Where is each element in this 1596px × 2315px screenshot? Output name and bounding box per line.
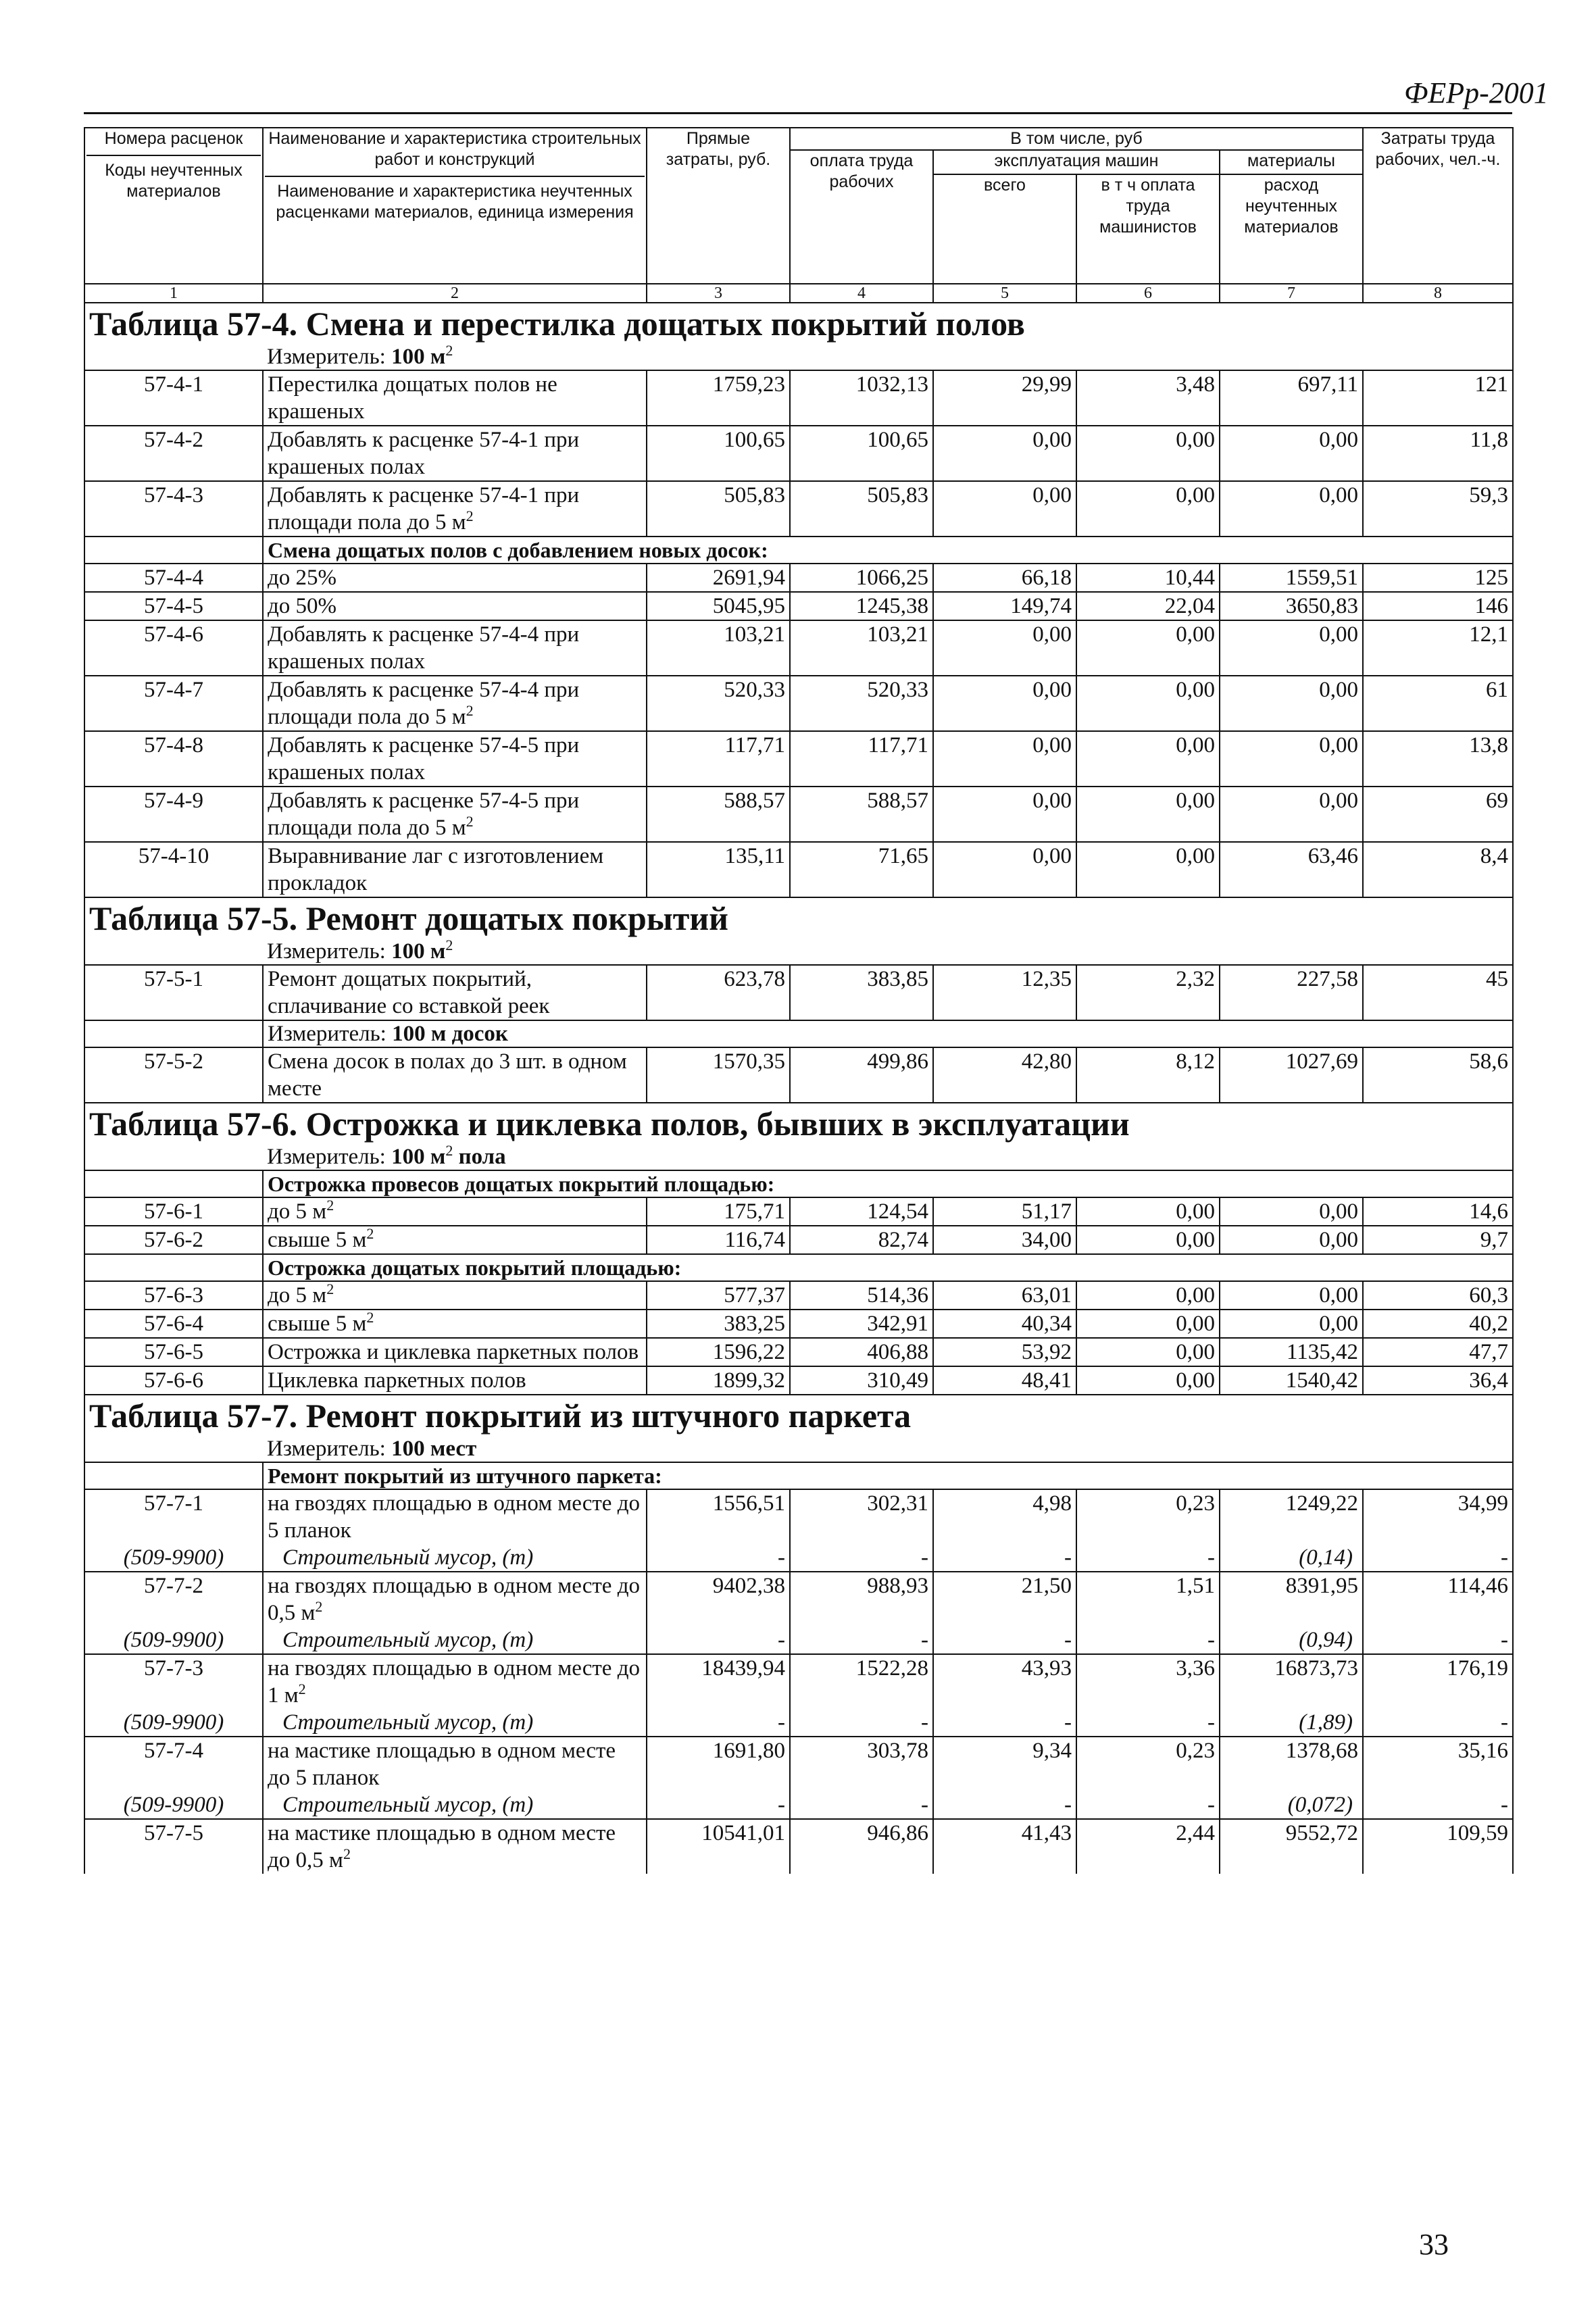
machines-total: 4,98 <box>933 1489 1076 1544</box>
materials: 0,00 <box>1220 1281 1363 1310</box>
wages: 302,31 <box>790 1489 933 1544</box>
machines-total: 63,01 <box>933 1281 1076 1310</box>
materials: 0,00 <box>1220 426 1363 481</box>
empty-cell: - <box>933 1709 1076 1737</box>
materials: 1249,22 <box>1220 1489 1363 1544</box>
rate-code: 57-4-6 <box>84 620 263 676</box>
empty-cell: - <box>647 1544 790 1572</box>
empty-cell: - <box>1076 1626 1220 1654</box>
empty-cell: - <box>933 1626 1076 1654</box>
rate-code: 57-6-6 <box>84 1366 263 1395</box>
labor-hours: 34,99 <box>1363 1489 1513 1544</box>
rate-code: 57-6-2 <box>84 1226 263 1254</box>
machines-total: 0,00 <box>933 426 1076 481</box>
machines-total: 43,93 <box>933 1654 1076 1709</box>
rate-code: 57-5-2 <box>84 1047 263 1103</box>
materials: 63,46 <box>1220 842 1363 897</box>
direct-costs: 175,71 <box>647 1197 790 1226</box>
table-row <box>84 592 1513 620</box>
labor-hours: 35,16 <box>1363 1737 1513 1791</box>
machines-total: 12,35 <box>933 965 1076 1020</box>
rate-code: 57-4-4 <box>84 564 263 592</box>
rate-name: до 25% <box>263 564 647 592</box>
operator-wages: 0,00 <box>1076 1338 1220 1366</box>
direct-costs: 588,57 <box>647 787 790 842</box>
unit-label: Измеритель: 100 мест <box>263 1436 1513 1462</box>
table-row <box>84 1197 1513 1226</box>
labor-hours: 12,1 <box>1363 620 1513 676</box>
rate-code: 57-7-3 <box>84 1654 263 1709</box>
rate-name: Выравнивание лаг с изготовлением прокладок <box>263 842 647 897</box>
wages: 303,78 <box>790 1737 933 1791</box>
labor-hours: 59,3 <box>1363 481 1513 537</box>
direct-costs: 1899,32 <box>647 1366 790 1395</box>
header-rule <box>84 112 1512 114</box>
materials: 1027,69 <box>1220 1047 1363 1103</box>
labor-hours: 114,46 <box>1363 1572 1513 1626</box>
labor-hours: 121 <box>1363 370 1513 426</box>
materials: 0,00 <box>1220 731 1363 787</box>
rate-name: на мастике площадью в одном месте до 5 планок <box>263 1737 647 1791</box>
operator-wages: 0,00 <box>1076 426 1220 481</box>
rate-code: 57-5-1 <box>84 965 263 1020</box>
direct-costs: 103,21 <box>647 620 790 676</box>
wages: 406,88 <box>790 1338 933 1366</box>
machines-total: 0,00 <box>933 842 1076 897</box>
operator-wages: 0,00 <box>1076 481 1220 537</box>
operator-wages: 0,00 <box>1076 787 1220 842</box>
materials: 697,11 <box>1220 370 1363 426</box>
machines-total: 42,80 <box>933 1047 1076 1103</box>
col-head-material-use: расход неучтенных материалов <box>1220 174 1363 284</box>
wages: 520,33 <box>790 676 933 731</box>
empty-cell: - <box>1076 1791 1220 1819</box>
empty-cell: - <box>1076 1709 1220 1737</box>
col-head-machines-total: всего <box>933 174 1076 284</box>
operator-wages: 0,00 <box>1076 1197 1220 1226</box>
direct-costs: 577,37 <box>647 1281 790 1310</box>
group-heading-row <box>84 1170 1513 1197</box>
labor-hours: 60,3 <box>1363 1281 1513 1310</box>
labor-hours: 109,59 <box>1363 1819 1513 1874</box>
operator-wages: 0,00 <box>1076 676 1220 731</box>
group-heading-row <box>84 1462 1513 1489</box>
table-row <box>84 842 1513 897</box>
wages: 124,54 <box>790 1197 933 1226</box>
section-title-row <box>84 1395 1513 1436</box>
labor-hours: 11,8 <box>1363 426 1513 481</box>
rate-code: 57-6-4 <box>84 1310 263 1338</box>
material-code: (509-9900) <box>84 1709 263 1737</box>
group-heading-row <box>84 1254 1513 1281</box>
machines-total: 34,00 <box>933 1226 1076 1254</box>
direct-costs: 5045,95 <box>647 592 790 620</box>
table-row <box>84 564 1513 592</box>
operator-wages: 1,51 <box>1076 1572 1220 1626</box>
labor-hours: 36,4 <box>1363 1366 1513 1395</box>
labor-hours: 176,19 <box>1363 1654 1513 1709</box>
empty-cell: - <box>790 1791 933 1819</box>
rate-code: 57-6-3 <box>84 1281 263 1310</box>
unit-row <box>84 1144 1513 1170</box>
rate-name: до 50% <box>263 592 647 620</box>
rate-code: 57-4-8 <box>84 731 263 787</box>
materials: 0,00 <box>1220 620 1363 676</box>
column-number: 7 <box>1220 284 1363 303</box>
wages: 117,71 <box>790 731 933 787</box>
machines-total: 0,00 <box>933 731 1076 787</box>
rate-name: до 5 $м^2$ <box>263 1197 647 1226</box>
labor-hours: 13,8 <box>1363 731 1513 787</box>
labor-hours: 14,6 <box>1363 1197 1513 1226</box>
wages: 1245,38 <box>790 592 933 620</box>
col-head-including: В том числе, руб <box>790 128 1363 150</box>
rate-name: Смена досок в полах до 3 шт. в одном месте <box>263 1047 647 1103</box>
section-title: Таблица 57-5. Ремонт дощатых покрытий <box>84 897 1513 939</box>
materials: 1378,68 <box>1220 1737 1363 1791</box>
rate-name: Добавлять к расценке 57-4-5 при площади пола до 5 $м^2$ <box>263 787 647 842</box>
wages: 342,91 <box>790 1310 933 1338</box>
column-number: 8 <box>1363 284 1513 303</box>
material-code: (509-9900) <box>84 1626 263 1654</box>
direct-costs: 135,11 <box>647 842 790 897</box>
machines-total: 0,00 <box>933 787 1076 842</box>
labor-hours: 58,6 <box>1363 1047 1513 1103</box>
rate-name: до 5 $м^2$ <box>263 1281 647 1310</box>
operator-wages: 0,23 <box>1076 1489 1220 1544</box>
unit-row <box>84 1436 1513 1462</box>
rate-name: Ремонт дощатых покрытий, сплачивание со вставкой реек <box>263 965 647 1020</box>
materials: 227,58 <box>1220 965 1363 1020</box>
col-head-materials: материалы <box>1220 150 1363 174</box>
unit-label: Измеритель: 100 $м^2$ <box>263 939 1513 965</box>
table-row <box>84 1366 1513 1395</box>
section-title: Таблица 57-6. Острожка и циклевка полов, бывших в эксплуатации <box>84 1103 1513 1144</box>
operator-wages: 3,48 <box>1076 370 1220 426</box>
rate-code: 57-7-1 <box>84 1489 263 1544</box>
direct-costs: 1759,23 <box>647 370 790 426</box>
rate-code: 57-7-4 <box>84 1737 263 1791</box>
machines-total: 48,41 <box>933 1366 1076 1395</box>
section-title: Таблица 57-7. Ремонт покрытий из штучного паркета <box>84 1395 1513 1436</box>
materials: 0,00 <box>1220 1226 1363 1254</box>
materials: 0,00 <box>1220 1310 1363 1338</box>
page-number: 33 <box>1419 2228 1449 2261</box>
wages: 1066,25 <box>790 564 933 592</box>
table-row <box>84 1226 1513 1254</box>
table-row <box>84 1281 1513 1310</box>
group-heading: Смена дощатых полов с добавлением новых досок: <box>263 537 1513 564</box>
col-head-machines: эксплуатация машин <box>933 150 1220 174</box>
rate-name: Добавлять к расценке 57-4-4 при крашеных полах <box>263 620 647 676</box>
wages: 383,85 <box>790 965 933 1020</box>
empty-cell: - <box>1363 1544 1513 1572</box>
column-numbers-row <box>84 284 1513 303</box>
machines-total: 41,43 <box>933 1819 1076 1874</box>
wages: 82,74 <box>790 1226 933 1254</box>
table-header-row <box>84 128 1513 150</box>
rate-name: Перестилка дощатых полов не крашеных <box>263 370 647 426</box>
rate-name: Добавлять к расценке 57-4-1 при площади пола до 5 $м^2$ <box>263 481 647 537</box>
table-row <box>84 1819 1513 1874</box>
section-title-row <box>84 1103 1513 1144</box>
direct-costs: 1691,80 <box>647 1737 790 1791</box>
empty-cell: - <box>1363 1709 1513 1737</box>
rate-code: 57-7-5 <box>84 1819 263 1874</box>
column-number: 6 <box>1076 284 1220 303</box>
rate-code: 57-7-2 <box>84 1572 263 1626</box>
unit-row <box>84 1020 1513 1047</box>
machines-total: 66,18 <box>933 564 1076 592</box>
machines-total: 29,99 <box>933 370 1076 426</box>
price-table <box>84 127 1514 1874</box>
direct-costs: 2691,94 <box>647 564 790 592</box>
table-row <box>84 620 1513 676</box>
rate-name: на мастике площадью в одном месте до 0,5 $м^2$ <box>263 1819 647 1874</box>
materials: 8391,95 <box>1220 1572 1363 1626</box>
material-code: (509-9900) <box>84 1791 263 1819</box>
rate-name: Циклевка паркетных полов <box>263 1366 647 1395</box>
labor-hours: 125 <box>1363 564 1513 592</box>
rate-name: Добавлять к расценке 57-4-1 при крашеных полах <box>263 426 647 481</box>
material-row <box>84 1709 1513 1737</box>
materials: 0,00 <box>1220 1197 1363 1226</box>
operator-wages: 0,00 <box>1076 1226 1220 1254</box>
operator-wages: 0,00 <box>1076 842 1220 897</box>
empty-cell: - <box>1363 1791 1513 1819</box>
empty-cell: - <box>647 1709 790 1737</box>
table-row <box>84 1310 1513 1338</box>
wages: 588,57 <box>790 787 933 842</box>
group-heading: Острожка провесов дощатых покрытий площадью: <box>263 1170 1513 1197</box>
column-number: 1 <box>84 284 263 303</box>
rate-name: на гвоздях площадью в одном месте до 5 планок <box>263 1489 647 1544</box>
table-row <box>84 1489 1513 1544</box>
direct-costs: 9402,38 <box>647 1572 790 1626</box>
table-row <box>84 1047 1513 1103</box>
material-row <box>84 1544 1513 1572</box>
rate-name: Острожка и циклевка паркетных полов <box>263 1338 647 1366</box>
direct-costs: 18439,94 <box>647 1654 790 1709</box>
wages: 1522,28 <box>790 1654 933 1709</box>
materials: 3650,83 <box>1220 592 1363 620</box>
labor-hours: 9,7 <box>1363 1226 1513 1254</box>
wages: 988,93 <box>790 1572 933 1626</box>
operator-wages: 3,36 <box>1076 1654 1220 1709</box>
rate-code: 57-6-5 <box>84 1338 263 1366</box>
operator-wages: 0,00 <box>1076 620 1220 676</box>
rate-code: 57-4-2 <box>84 426 263 481</box>
rate-code: 57-4-3 <box>84 481 263 537</box>
machines-total: 53,92 <box>933 1338 1076 1366</box>
empty-cell: - <box>933 1544 1076 1572</box>
empty-cell: - <box>647 1791 790 1819</box>
unit-label: Измеритель: 100 м досок <box>263 1020 1513 1047</box>
unit-row <box>84 344 1513 370</box>
machines-total: 149,74 <box>933 592 1076 620</box>
empty-cell: - <box>1076 1544 1220 1572</box>
empty-cell: - <box>790 1709 933 1737</box>
rate-name: на гвоздях площадью в одном месте до 0,5 $м^2$ <box>263 1572 647 1626</box>
direct-costs: 1556,51 <box>647 1489 790 1544</box>
machines-total: 51,17 <box>933 1197 1076 1226</box>
rate-code: 57-4-9 <box>84 787 263 842</box>
operator-wages: 0,00 <box>1076 1310 1220 1338</box>
operator-wages: 2,32 <box>1076 965 1220 1020</box>
rate-name: на гвоздях площадью в одном месте до 1 $м^2$ <box>263 1654 647 1709</box>
material-quantity: (1,89) <box>1220 1709 1363 1737</box>
direct-costs: 623,78 <box>647 965 790 1020</box>
rate-name: Добавлять к расценке 57-4-5 при крашеных полах <box>263 731 647 787</box>
section-title-row <box>84 897 1513 939</box>
machines-total: 0,00 <box>933 620 1076 676</box>
table-row <box>84 1338 1513 1366</box>
section-title-row <box>84 303 1513 344</box>
rate-name: Добавлять к расценке 57-4-4 при площади пола до 5 $м^2$ <box>263 676 647 731</box>
table-row <box>84 1737 1513 1791</box>
materials: 1135,42 <box>1220 1338 1363 1366</box>
materials: 1559,51 <box>1220 564 1363 592</box>
column-number: 3 <box>647 284 790 303</box>
wages: 514,36 <box>790 1281 933 1310</box>
unit-label: Измеритель: 100 $м^2$ пола <box>263 1144 1513 1170</box>
empty-cell: - <box>790 1544 933 1572</box>
rate-code: 57-6-1 <box>84 1197 263 1226</box>
col-head-operator-wages: в т ч оплата труда машинистов <box>1076 174 1220 284</box>
rate-code: 57-4-1 <box>84 370 263 426</box>
machines-total: 40,34 <box>933 1310 1076 1338</box>
empty-cell: - <box>790 1626 933 1654</box>
col-head-codes: Номера расценок Коды неучтенных материалов <box>84 128 263 284</box>
table-row <box>84 426 1513 481</box>
table-row <box>84 1654 1513 1709</box>
machines-total: 21,50 <box>933 1572 1076 1626</box>
rate-code: 57-4-7 <box>84 676 263 731</box>
direct-costs: 520,33 <box>647 676 790 731</box>
group-heading: Ремонт покрытий из штучного паркета: <box>263 1462 1513 1489</box>
machines-total: 0,00 <box>933 676 1076 731</box>
materials: 1540,42 <box>1220 1366 1363 1395</box>
material-quantity: (0,94) <box>1220 1626 1363 1654</box>
direct-costs: 505,83 <box>647 481 790 537</box>
material-name: Строительный мусор, (т) <box>263 1544 647 1572</box>
document-code: ФЕРр-2001 <box>1404 76 1549 109</box>
wages: 505,83 <box>790 481 933 537</box>
direct-costs: 100,65 <box>647 426 790 481</box>
col-head-wages: оплата труда рабочих <box>790 150 933 284</box>
labor-hours: 40,2 <box>1363 1310 1513 1338</box>
operator-wages: 0,00 <box>1076 1366 1220 1395</box>
rate-code: 57-4-10 <box>84 842 263 897</box>
materials: 16873,73 <box>1220 1654 1363 1709</box>
col-head-labor-hours: Затраты труда рабочих, чел.-ч. <box>1363 128 1513 284</box>
wages: 100,65 <box>790 426 933 481</box>
table-row <box>84 1572 1513 1626</box>
operator-wages: 8,12 <box>1076 1047 1220 1103</box>
materials: 0,00 <box>1220 787 1363 842</box>
column-number: 5 <box>933 284 1076 303</box>
machines-total: 9,34 <box>933 1737 1076 1791</box>
machines-total: 0,00 <box>933 481 1076 537</box>
rate-code: 57-4-5 <box>84 592 263 620</box>
labor-hours: 146 <box>1363 592 1513 620</box>
group-heading: Острожка дощатых покрытий площадью: <box>263 1254 1513 1281</box>
rate-name: свыше 5 $м^2$ <box>263 1226 647 1254</box>
empty-cell: - <box>933 1791 1076 1819</box>
table-row <box>84 731 1513 787</box>
unit-row <box>84 939 1513 965</box>
material-quantity: (0,072) <box>1220 1791 1363 1819</box>
table-row <box>84 787 1513 842</box>
material-quantity: (0,14) <box>1220 1544 1363 1572</box>
operator-wages: 22,04 <box>1076 592 1220 620</box>
labor-hours: 61 <box>1363 676 1513 731</box>
col-head-name: Наименование и характеристика строительных работ и конструкций Наименование и характеристика неучтенных расценками материалов, единица измерения <box>263 128 647 284</box>
wages: 71,65 <box>790 842 933 897</box>
operator-wages: 0,00 <box>1076 731 1220 787</box>
table-row <box>84 965 1513 1020</box>
col-head-direct-costs: Прямые затраты, руб. <box>647 128 790 284</box>
materials: 9552,72 <box>1220 1819 1363 1874</box>
wages: 1032,13 <box>790 370 933 426</box>
material-name: Строительный мусор, (т) <box>263 1709 647 1737</box>
wages: 946,86 <box>790 1819 933 1874</box>
unit-label: Измеритель: 100 $м^2$ <box>263 344 1513 370</box>
operator-wages: 0,23 <box>1076 1737 1220 1791</box>
material-name: Строительный мусор, (т) <box>263 1791 647 1819</box>
wages: 103,21 <box>790 620 933 676</box>
materials: 0,00 <box>1220 481 1363 537</box>
rate-name: свыше 5 $м^2$ <box>263 1310 647 1338</box>
operator-wages: 2,44 <box>1076 1819 1220 1874</box>
column-number: 4 <box>790 284 933 303</box>
material-code: (509-9900) <box>84 1544 263 1572</box>
empty-cell: - <box>1363 1626 1513 1654</box>
direct-costs: 117,71 <box>647 731 790 787</box>
labor-hours: 8,4 <box>1363 842 1513 897</box>
operator-wages: 10,44 <box>1076 564 1220 592</box>
direct-costs: 10541,01 <box>647 1819 790 1874</box>
wages: 499,86 <box>790 1047 933 1103</box>
section-title: Таблица 57-4. Смена и перестилка дощатых покрытий полов <box>84 303 1513 344</box>
labor-hours: 69 <box>1363 787 1513 842</box>
group-heading-row <box>84 537 1513 564</box>
empty-cell: - <box>647 1626 790 1654</box>
labor-hours: 47,7 <box>1363 1338 1513 1366</box>
table-row <box>84 481 1513 537</box>
table-row <box>84 676 1513 731</box>
material-row <box>84 1791 1513 1819</box>
labor-hours: 45 <box>1363 965 1513 1020</box>
material-name: Строительный мусор, (т) <box>263 1626 647 1654</box>
table-row <box>84 370 1513 426</box>
direct-costs: 116,74 <box>647 1226 790 1254</box>
direct-costs: 1596,22 <box>647 1338 790 1366</box>
direct-costs: 1570,35 <box>647 1047 790 1103</box>
column-number: 2 <box>263 284 647 303</box>
materials: 0,00 <box>1220 676 1363 731</box>
wages: 310,49 <box>790 1366 933 1395</box>
operator-wages: 0,00 <box>1076 1281 1220 1310</box>
material-row <box>84 1626 1513 1654</box>
direct-costs: 383,25 <box>647 1310 790 1338</box>
